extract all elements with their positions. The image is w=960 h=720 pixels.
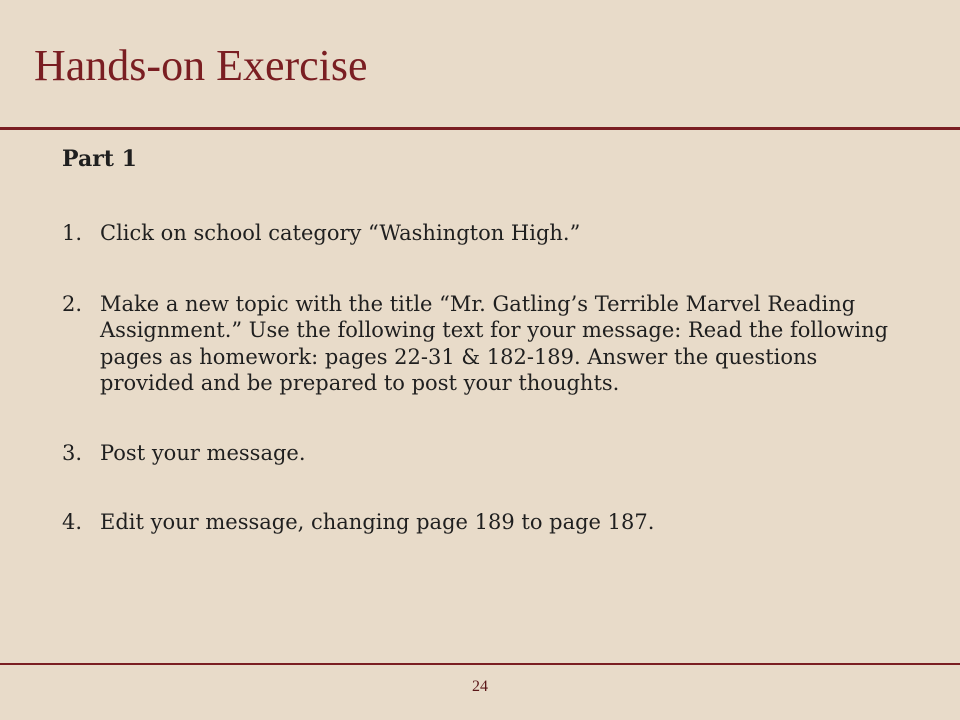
step-number: 4. [62, 510, 83, 534]
slide-title: Hands-on Exercise [34, 41, 368, 90]
step-text: Make a new topic with the title “Mr. Gatling’s Terrible Marvel Reading Assignment.” Use the following text for your message: Read the following pages as homework: pages 22-31 & 182-189. Answer the questions provided and be prepared to post your thoughts. [100, 291, 889, 395]
footer-divider [0, 663, 960, 665]
page-number: 24 [472, 678, 488, 695]
step-item [62, 220, 912, 247]
step-text: Click on school category “Washington High.” [100, 221, 581, 245]
step-item [62, 291, 912, 397]
step-text: Post your message. [100, 440, 306, 465]
step-number: 2. [62, 291, 83, 316]
slide-content [62, 142, 912, 536]
step-number: 1. [62, 221, 83, 245]
title-divider [0, 127, 960, 130]
step-text: Edit your message, changing page 189 to page 187. [100, 510, 655, 534]
part-heading: Part 1 [62, 146, 137, 172]
step-item [62, 440, 912, 467]
step-item [62, 509, 912, 536]
step-number: 3. [62, 440, 83, 465]
steps-list [62, 220, 912, 536]
